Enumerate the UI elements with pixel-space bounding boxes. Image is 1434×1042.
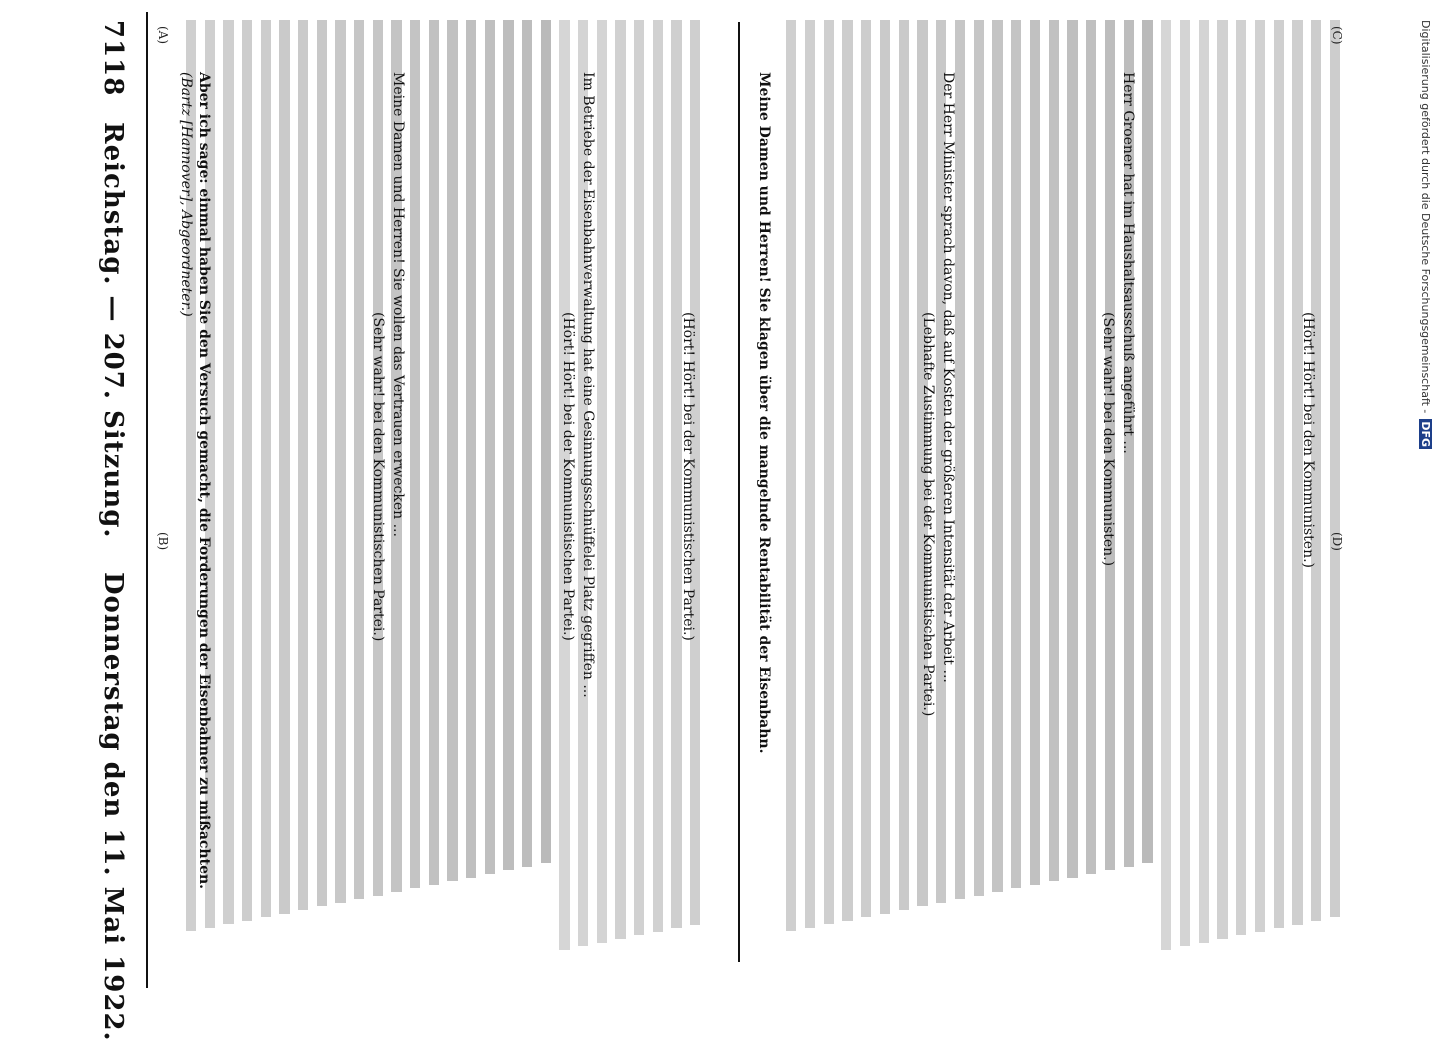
right-excerpt-3: Herr Groener hat im Haushaltsausschuß angeführt ...	[1120, 72, 1136, 454]
text-line	[1180, 20, 1190, 946]
page-header	[60, 12, 148, 1042]
marker-d: (D)	[1330, 532, 1344, 551]
marker-a: (A)	[156, 26, 170, 45]
text-line	[223, 20, 233, 924]
dfg-credit-text: Digitalisierung gefördert durch die Deutsche Forschungsgemeinschaft -	[1419, 20, 1432, 414]
page-number: 7118	[98, 20, 128, 97]
speaker-label: (Bartz [Hannover], Abgeordneter.)	[178, 72, 194, 317]
marker-b: (B)	[156, 532, 170, 551]
text-line	[786, 20, 796, 931]
left-excerpt-3: Im Betriebe der Eisenbahnverwaltung hat eine Gesinnungsschnüffelei Platz gegriffen ...	[580, 72, 596, 698]
text-line	[824, 20, 834, 924]
text-line	[1236, 20, 1246, 935]
left-interjection-1: (Sehr wahr! bei den Kommunistischen Partei.)	[370, 312, 386, 642]
text-line	[1011, 20, 1021, 888]
text-line	[410, 20, 420, 888]
text-lines-right	[756, 12, 1356, 988]
right-excerpt-1: Meine Damen und Herren! Sie klagen über die mangelnde Rentabilität der Eisenbahn.	[756, 72, 772, 754]
text-line	[1199, 20, 1209, 943]
column-right	[756, 12, 1356, 988]
text-line	[1161, 20, 1171, 950]
text-line	[261, 20, 271, 917]
text-line	[861, 20, 871, 917]
text-line	[503, 20, 513, 870]
text-line	[634, 20, 644, 935]
text-line	[522, 20, 532, 867]
text-line	[880, 20, 890, 914]
text-line	[955, 20, 965, 899]
text-line	[842, 20, 852, 921]
text-line	[992, 20, 1002, 892]
marker-c: (C)	[1330, 26, 1344, 45]
right-excerpt-2: Der Herr Minister sprach davon, daß auf Kosten der größeren Intensität der Arbeit ...	[940, 72, 956, 683]
column-divider	[738, 22, 740, 962]
text-line	[242, 20, 252, 921]
left-interjection-3: (Hört! Hört! bei der Kommunistischen Partei.)	[680, 312, 696, 641]
text-line	[298, 20, 308, 910]
text-line	[466, 20, 476, 878]
text-line	[899, 20, 909, 910]
text-line	[1030, 20, 1040, 885]
column-left	[156, 12, 716, 988]
rotated-newspaper-page	[60, 12, 1400, 1042]
dfg-credit	[1419, 20, 1432, 449]
text-line	[1217, 20, 1227, 939]
text-line	[1255, 20, 1265, 932]
page-date: Donnerstag den 11. Mai 1922.	[98, 572, 128, 1042]
right-interjection-1: (Lebhafte Zustimmung bei der Kommunistischen Partei.)	[920, 312, 936, 717]
text-line	[1274, 20, 1284, 928]
right-interjection-3: (Hört! Hört! bei den Kommunisten.)	[1300, 312, 1316, 569]
text-line	[429, 20, 439, 885]
page-title: Reichstag. — 207. Sitzung.	[98, 122, 128, 539]
text-line	[354, 20, 364, 899]
text-line	[1330, 20, 1340, 917]
text-line	[805, 20, 815, 928]
text-line	[615, 20, 625, 939]
text-lines-left	[156, 12, 716, 988]
text-line	[1049, 20, 1059, 881]
text-line	[597, 20, 607, 943]
text-line	[279, 20, 289, 914]
text-line	[447, 20, 457, 881]
right-interjection-2: (Sehr wahr! bei den Kommunisten.)	[1100, 312, 1116, 567]
text-line	[485, 20, 495, 874]
text-line	[317, 20, 327, 906]
text-line	[335, 20, 345, 903]
text-line	[1086, 20, 1096, 874]
text-line	[974, 20, 984, 896]
text-line	[653, 20, 663, 932]
left-excerpt-2: Meine Damen und Herren! Sie wollen das Vertrauen erwecken ...	[390, 72, 406, 537]
left-interjection-2: (Hört! Hört! bei der Kommunistischen Partei.)	[560, 312, 576, 641]
text-line	[541, 20, 551, 863]
left-excerpt-1: Aber ich sage: einmal haben Sie den Versuch gemacht, die Forderungen der Eisenbahner zu mißachten.	[196, 72, 212, 890]
text-line	[1142, 20, 1152, 863]
text-line	[1067, 20, 1077, 878]
dfg-logo: DFG	[1419, 421, 1432, 448]
